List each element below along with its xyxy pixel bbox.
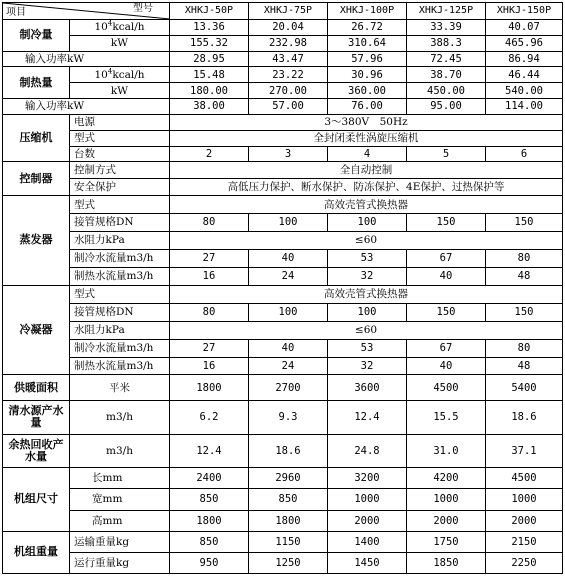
unit-dimensions-label: 机组尺寸 [3,468,70,531]
width-value: 850 [249,489,328,510]
operating-weight-value: 2250 [486,552,563,573]
evaporator-heat-flow-value: 16 [170,267,249,285]
clean-water-unit: m3/h [70,400,170,434]
operating-weight-value: 1450 [328,552,407,573]
heating-kcal-value: 23.22 [249,67,328,83]
waste-heat-value: 12.4 [170,434,249,468]
evaporator-type-value: 高效壳管式换热器 [170,196,563,214]
waste-heat-value: 24.8 [328,434,407,468]
heating-area-value: 3600 [328,375,407,400]
heating-kw-value: 540.00 [486,83,563,99]
length-value: 2400 [170,468,249,489]
condenser-dn-value: 150 [486,303,563,321]
clean-water-output-label: 清水源产水量 [3,400,70,434]
evaporator-dn-value: 150 [486,214,563,232]
clean-water-value: 18.6 [486,400,563,434]
compressor-power-value: 3～380V 50Hz [170,114,563,130]
heating-power-value: 114.00 [486,99,563,115]
cooling-kw-value: 155.32 [170,35,249,51]
compressor-count-value: 6 [486,146,563,162]
height-value: 2000 [328,510,407,531]
condenser-heat-flow-label: 制热水流量m3/h [70,357,170,375]
condenser-cool-flow-value: 27 [170,339,249,357]
height-value: 2000 [407,510,486,531]
transport-weight-value: 1400 [328,531,407,552]
condenser-cool-flow-value: 53 [328,339,407,357]
evaporator-heat-flow-label: 制热水流量m3/h [70,267,170,285]
evaporator-cool-flow-value: 53 [328,249,407,267]
operating-weight-value: 1250 [249,552,328,573]
clean-water-value: 6.2 [170,400,249,434]
cooling-kcal-value: 40.07 [486,19,563,35]
corner-model-label: 型号 [133,3,153,14]
evaporator-heat-flow-value: 32 [328,267,407,285]
heating-kw-value: 270.00 [249,83,328,99]
heating-area-value: 4500 [407,375,486,400]
transport-weight-value: 1150 [249,531,328,552]
safety-protection-label: 安全保护 [70,179,170,196]
heating-area-unit: 平米 [70,375,170,400]
evaporator-cool-flow-label: 制冷水流量m3/h [70,249,170,267]
condenser-resistance-label: 水阻力kPa [70,321,170,339]
evaporator-cool-flow-value: 27 [170,249,249,267]
cooling-kw-value: 465.96 [486,35,563,51]
length-value: 4200 [407,468,486,489]
heating-kcal-value: 46.44 [486,67,563,83]
condenser-cool-flow-value: 40 [249,339,328,357]
heating-kw-value: 450.00 [407,83,486,99]
cooling-power-value: 86.94 [486,51,563,67]
evaporator-dn-value: 80 [170,214,249,232]
width-value: 1000 [407,489,486,510]
heating-power-value: 95.00 [407,99,486,115]
heating-kcal-value: 30.96 [328,67,407,83]
heating-power-value: 38.00 [170,99,249,115]
waste-heat-value: 18.6 [249,434,328,468]
heating-kcal-unit: $10^4kcal/h$ [70,67,170,83]
compressor-count-value: 4 [328,146,407,162]
waste-heat-output-label: 余热回收产水量 [3,434,70,468]
width-label: 宽mm [70,489,170,510]
cooling-power-value: 57.96 [328,51,407,67]
model-header: XHKJ-50P [170,3,249,20]
operating-weight-value: 1850 [407,552,486,573]
condenser-type-label: 型式 [70,285,170,303]
condenser-heat-flow-value: 32 [328,357,407,375]
condenser-heat-flow-value: 24 [249,357,328,375]
heating-area-value: 5400 [486,375,563,400]
cooling-kcal-value: 33.39 [407,19,486,35]
heating-kcal-value: 38.70 [407,67,486,83]
width-value: 1000 [486,489,563,510]
cooling-kcal-value: 26.72 [328,19,407,35]
heating-kw-unit: kW [70,83,170,99]
model-header: XHKJ-125P [407,3,486,20]
compressor-count-label: 台数 [70,146,170,162]
cooling-power-value: 72.45 [407,51,486,67]
evaporator-resistance-value: ≤60 [170,231,563,249]
condenser-heat-flow-value: 48 [486,357,563,375]
controller-label: 控制器 [3,162,70,196]
length-value: 3200 [328,468,407,489]
evaporator-cool-flow-value: 67 [407,249,486,267]
heating-kcal-value: 15.48 [170,67,249,83]
compressor-label: 压缩机 [3,114,70,161]
cooling-power-value: 43.47 [249,51,328,67]
evaporator-dn-label: 接管规格DN [70,214,170,232]
heating-power-value: 76.00 [328,99,407,115]
condenser-resistance-value: ≤60 [170,321,563,339]
heating-power-value: 57.00 [249,99,328,115]
waste-heat-value: 31.0 [407,434,486,468]
cooling-power-value: 28.95 [170,51,249,67]
clean-water-value: 9.3 [249,400,328,434]
waste-heat-unit: m3/h [70,434,170,468]
waste-heat-value: 37.1 [486,434,563,468]
evaporator-cool-flow-value: 40 [249,249,328,267]
condenser-type-value: 高效壳管式换热器 [170,285,563,303]
cooling-power-label: 输入功率kW [3,51,170,67]
cooling-kcal-value: 13.36 [170,19,249,35]
control-method-label: 控制方式 [70,162,170,179]
cooling-kcal-unit: $10^4kcal/h$ [70,19,170,35]
length-value: 4500 [486,468,563,489]
condenser-heat-flow-value: 16 [170,357,249,375]
compressor-type-value: 全封闭柔性涡旋压缩机 [170,130,563,146]
condenser-dn-value: 100 [328,303,407,321]
clean-water-value: 12.4 [328,400,407,434]
condenser-cool-flow-label: 制冷水流量m3/h [70,339,170,357]
compressor-count-value: 5 [407,146,486,162]
clean-water-value: 15.5 [407,400,486,434]
compressor-power-label: 电源 [70,114,170,130]
operating-weight-value: 950 [170,552,249,573]
compressor-count-value: 3 [249,146,328,162]
heating-power-label: 输入功率kW [3,99,170,115]
cooling-kw-value: 310.64 [328,35,407,51]
heating-area-label: 供暖面积 [3,375,70,400]
evaporator-heat-flow-value: 24 [249,267,328,285]
cooling-kw-value: 232.98 [249,35,328,51]
evaporator-label: 蒸发器 [3,196,70,286]
length-value: 2960 [249,468,328,489]
evaporator-type-label: 型式 [70,196,170,214]
height-value: 2000 [486,510,563,531]
condenser-heat-flow-value: 40 [407,357,486,375]
transport-weight-label: 运输重量kg [70,531,170,552]
heating-area-value: 2700 [249,375,328,400]
transport-weight-value: 1750 [407,531,486,552]
control-method-value: 全自动控制 [170,162,563,179]
condenser-dn-value: 100 [249,303,328,321]
cooling-kcal-value: 20.04 [249,19,328,35]
evaporator-heat-flow-value: 48 [486,267,563,285]
spec-table [2,2,563,574]
condenser-label: 冷凝器 [3,285,70,375]
evaporator-dn-value: 100 [249,214,328,232]
unit-weight-label: 机组重量 [3,531,70,573]
evaporator-dn-value: 100 [328,214,407,232]
evaporator-resistance-label: 水阻力kPa [70,231,170,249]
safety-protection-value: 高低压力保护、断水保护、防冻保护、4E保护、过热保护等 [170,179,563,196]
width-value: 1000 [328,489,407,510]
heating-kw-value: 180.00 [170,83,249,99]
transport-weight-value: 850 [170,531,249,552]
evaporator-dn-value: 150 [407,214,486,232]
cooling-capacity-label: 制冷量 [3,19,70,51]
condenser-dn-label: 接管规格DN [70,303,170,321]
condenser-cool-flow-value: 67 [407,339,486,357]
cooling-kw-unit: kW [70,35,170,51]
evaporator-cool-flow-value: 80 [486,249,563,267]
condenser-dn-value: 80 [170,303,249,321]
heating-capacity-label: 制热量 [3,67,70,99]
header-corner-cell [3,3,170,20]
evaporator-heat-flow-value: 40 [407,267,486,285]
model-header: XHKJ-100P [328,3,407,20]
condenser-cool-flow-value: 80 [486,339,563,357]
corner-item-label: 项目 [6,6,26,18]
height-value: 1800 [170,510,249,531]
model-header: XHKJ-150P [486,3,563,20]
heating-kw-value: 360.00 [328,83,407,99]
height-value: 1800 [249,510,328,531]
condenser-dn-value: 150 [407,303,486,321]
transport-weight-value: 2150 [486,531,563,552]
cooling-kw-value: 388.3 [407,35,486,51]
compressor-type-label: 型式 [70,130,170,146]
length-label: 长mm [70,468,170,489]
model-header: XHKJ-75P [249,3,328,20]
compressor-count-value: 2 [170,146,249,162]
heating-area-value: 1800 [170,375,249,400]
operating-weight-label: 运行重量kg [70,552,170,573]
height-label: 高mm [70,510,170,531]
width-value: 850 [170,489,249,510]
